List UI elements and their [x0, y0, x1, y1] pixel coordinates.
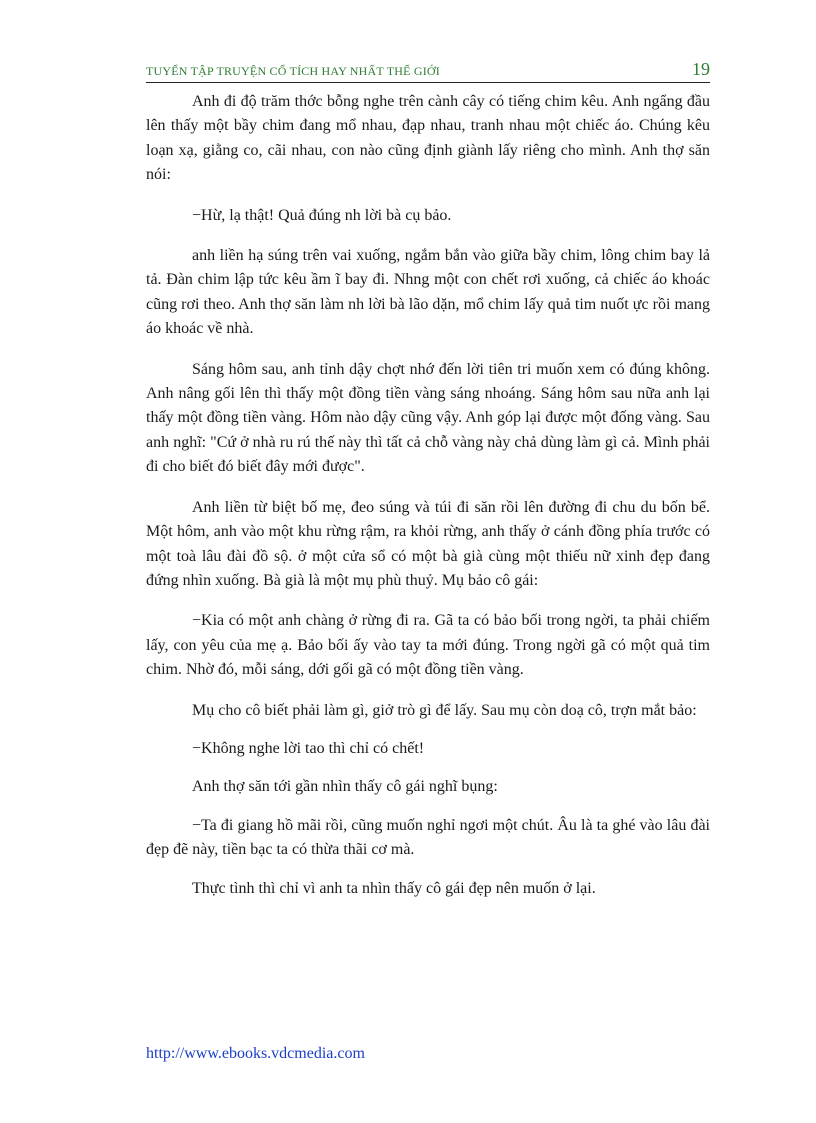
paragraph: Thực tình thì chỉ vì anh ta nhìn thấy cô gái đẹp nên muốn ở lại.: [192, 879, 596, 897]
footer-website-link[interactable]: http://www.ebooks.vdcmedia.com: [146, 1045, 365, 1062]
paragraph: −Không nghe lời tao thì chỉ có chết!: [192, 739, 425, 757]
paragraph: Sáng hôm sau, anh tỉnh dậy chợt nhớ đến lời tiên tri muốn xem có đúng không. Anh nâng gối lên thì thấy một đồng tiền vàng sáng nhoáng. Sáng hôm sau nữa anh lại thấy một đồng tiền vàng. Hôm nào dậy cũng vậy. Anh góp lại được một đống vàng. Sau anh nghĩ: "Cứ ở nhà ru rú thế này thì tất cả chỗ vàng này chả dùng làm gì cả. Mình phải đi cho biết đó biết đây mới được".: [146, 360, 710, 476]
story-body: [146, 90, 710, 901]
page-number: 19: [692, 59, 710, 79]
paragraph: −Ta đi giang hồ mãi rồi, cũng muốn nghỉ ngơi một chút. Âu là ta ghé vào lâu đài đẹp đẽ này, tiền bạc ta có thừa thãi cơ mà.: [146, 816, 710, 859]
paragraph: Anh liền từ biệt bố mẹ, đeo súng và túi đi săn rồi lên đường đi chu du bốn bể. Một hôm, anh vào một khu rừng rậm, ra khỏi rừng, anh thấy ở cánh đồng phía trước có một toà lâu đài đồ sộ. ở một cửa sổ có một bà già cùng một thiếu nữ xinh đẹp đang đứng nhìn xuống. Bà già là một mụ phù thuỷ. Mụ bảo cô gái:: [146, 498, 710, 589]
paragraph: −Hừ, lạ thật! Quả đúng nh lời bà cụ bảo.: [192, 206, 452, 224]
paragraph: Anh đi độ trăm thớc bỗng nghe trên cành cây có tiếng chim kêu. Anh ngẩng đầu lên thấy một bầy chim đang mổ nhau, đạp nhau, tranh nhau một chiếc áo. Chúng kêu loạn xạ, giằng co, cãi nhau, con nào cũng định giành lấy riêng cho mình. Anh thợ săn nói:: [146, 93, 710, 184]
book-title: TUYỂN TẬP TRUYỆN CỔ TÍCH HAY NHẤT THẾ GIỚI: [146, 64, 440, 78]
paragraph: Mụ cho cô biết phải làm gì, giở trò gì để lấy. Sau mụ còn doạ cô, trợn mắt bảo:: [192, 701, 697, 719]
paragraph: Anh thợ săn tới gần nhìn thấy cô gái nghĩ bụng:: [192, 778, 498, 796]
paragraph: anh liền hạ súng trên vai xuống, ngắm bắn vào giữa bầy chim, lông chim bay lả tả. Đàn chim lập tức kêu ầm ĩ bay đi. Nhng một con chết rơi xuống, cả chiếc áo khoác cũng rơi theo. Anh thợ săn làm nh lời bà lão dặn, mổ chim lấy quả tim nuốt ực rồi mang áo khoác về nhà.: [146, 247, 710, 338]
paragraph: −Kia có một anh chàng ở rừng đi ra. Gã ta có bảo bối trong ngời, ta phải chiếm lấy, con yêu của mẹ ạ. Bảo bối ấy vào tay ta mới đúng. Trong ngời gã có một quả tim chim. Nhờ đó, mỗi sáng, dới gối gã có một đồng tiền vàng.: [146, 612, 710, 679]
page-header: [146, 58, 710, 83]
